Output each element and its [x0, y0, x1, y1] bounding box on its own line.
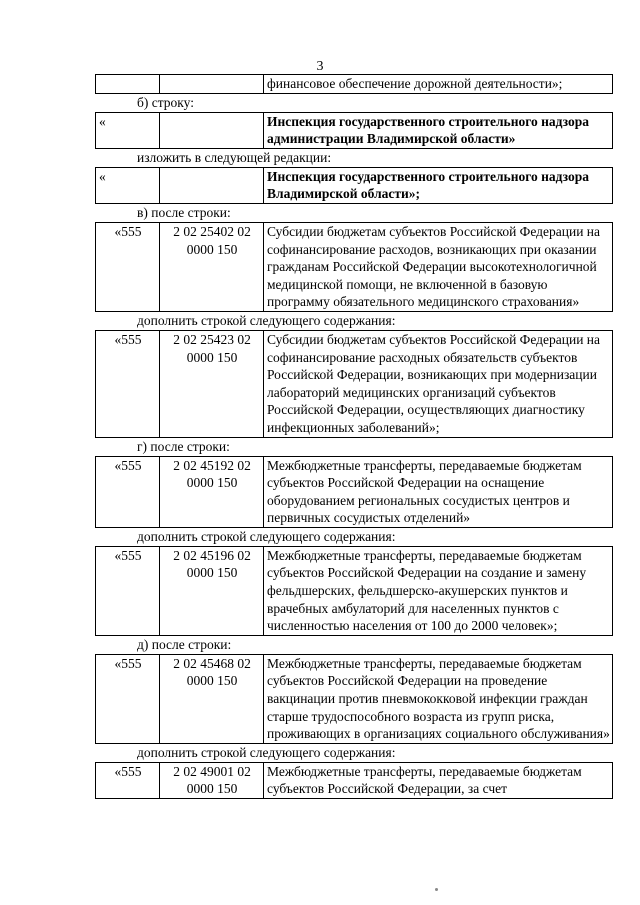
new-row-table-g — [95, 546, 613, 636]
table-row — [96, 546, 613, 635]
new-row-table-v — [95, 330, 613, 438]
kbk-code-line-1: 2 02 45468 02 — [173, 655, 251, 671]
open-quote-cell: « — [96, 167, 160, 203]
kbk-code-cell — [160, 167, 264, 203]
table-row — [96, 456, 613, 527]
revenue-name-cell: Инспекция государственного строительного надзора администрации Владимирской области» — [264, 112, 613, 148]
after-row-table-g — [95, 456, 613, 528]
admin-code-cell: «555 — [96, 330, 160, 437]
instruction-g: дополнить строкой следующего содержания: — [137, 528, 396, 544]
kbk-code-line-1: 2 02 25423 02 — [173, 331, 251, 347]
kbk-code-line-2: 0000 150 — [186, 241, 238, 257]
kbk-code-line-2: 0000 150 — [186, 475, 238, 491]
revenue-name-cell: Межбюджетные трансферты, передаваемые бюджетам субъектов Российской Федерации на проведение вакцинации против пневмококковой инфекции граждан старше трудоспособного возраста из групп риска, проживающих в организациях социального обслуживания» — [264, 654, 613, 743]
scan-speck — [435, 888, 438, 891]
amendment-label-g: г) после строки: — [137, 438, 230, 454]
admin-code-cell: «555 — [96, 654, 160, 743]
revenue-table-continuation — [95, 74, 613, 94]
table-row — [96, 167, 613, 203]
amendment-label-b: б) строку: — [137, 94, 194, 110]
kbk-code-line-2: 0000 150 — [186, 673, 238, 689]
amendment-label-v: в) после строки: — [137, 204, 231, 220]
kbk-code-line-1: 2 02 49001 02 — [173, 763, 251, 779]
table-row — [96, 762, 613, 798]
after-row-table-d — [95, 654, 613, 744]
table-row — [96, 222, 613, 311]
kbk-code-line-1: 2 02 45192 02 — [173, 457, 251, 473]
revenue-name-cell: Инспекция государственного строительного надзора Владимирской области»; — [264, 167, 613, 203]
instruction-d: дополнить строкой следующего содержания: — [137, 744, 396, 760]
instruction-v: дополнить строкой следующего содержания: — [137, 312, 396, 328]
amendment-label-d: д) после строки: — [137, 636, 232, 652]
kbk-code-cell — [160, 762, 264, 798]
revenue-name-cell: Межбюджетные трансферты, передаваемые бюджетам субъектов Российской Федерации, за счет — [264, 762, 613, 798]
kbk-code-cell — [160, 222, 264, 311]
admin-code-cell: «555 — [96, 762, 160, 798]
kbk-code-line-2: 0000 150 — [186, 781, 238, 797]
table-row — [96, 654, 613, 743]
revenue-name-cell: Субсидии бюджетам субъектов Российской Федерации на софинансирование расходов, возникающих при оказании гражданам Российской Федерации высокотехнологичной медицинской помощи, не включенной в базовую программу обязательного медицинского страхования» — [264, 222, 613, 311]
kbk-code-line-1: 2 02 45196 02 — [173, 547, 251, 563]
revenue-name-cell: финансовое обеспечение дорожной деятельности»; — [264, 75, 613, 94]
old-row-table-b — [95, 112, 613, 149]
page-number: 3 — [316, 59, 324, 74]
admin-code-cell: «555 — [96, 456, 160, 527]
kbk-code-cell — [160, 546, 264, 635]
table-row — [96, 330, 613, 437]
kbk-code-cell — [160, 456, 264, 527]
document-body — [95, 74, 612, 799]
kbk-code-cell — [160, 654, 264, 743]
kbk-code-cell — [160, 330, 264, 437]
admin-code-cell: «555 — [96, 546, 160, 635]
open-quote-cell: « — [96, 112, 160, 148]
admin-code-cell — [96, 75, 160, 94]
table-row — [96, 112, 613, 148]
kbk-code-line-2: 0000 150 — [186, 349, 238, 365]
after-row-table-v — [95, 222, 613, 312]
revenue-name-cell: Субсидии бюджетам субъектов Российской Федерации на софинансирование расходных обязательств субъектов Российской Федерации, возникающих при модернизации лабораторий медицинских организаций субъектов Российской Федерации, осуществляющих диагностику инфекционных заболеваний»; — [264, 330, 613, 437]
new-row-table-b — [95, 167, 613, 204]
revenue-name-cell: Межбюджетные трансферты, передаваемые бюджетам субъектов Российской Федерации на оснащение оборудованием региональных сосудистых центров и первичных сосудистых отделений» — [264, 456, 613, 527]
new-row-table-d — [95, 762, 613, 799]
kbk-code-line-1: 2 02 25402 02 — [173, 223, 251, 239]
revenue-name-cell: Межбюджетные трансферты, передаваемые бюджетам субъектов Российской Федерации на создание и замену фельдшерских, фельдшерско-акушерских пунктов и врачебных амбулаторий для населенных пунктов с численностью населения от 100 до 2000 человек»; — [264, 546, 613, 635]
instruction-b: изложить в следующей редакции: — [137, 149, 332, 165]
table-row — [96, 75, 613, 94]
admin-code-cell: «555 — [96, 222, 160, 311]
kbk-code-cell — [160, 75, 264, 94]
kbk-code-line-2: 0000 150 — [186, 565, 238, 581]
kbk-code-cell — [160, 112, 264, 148]
